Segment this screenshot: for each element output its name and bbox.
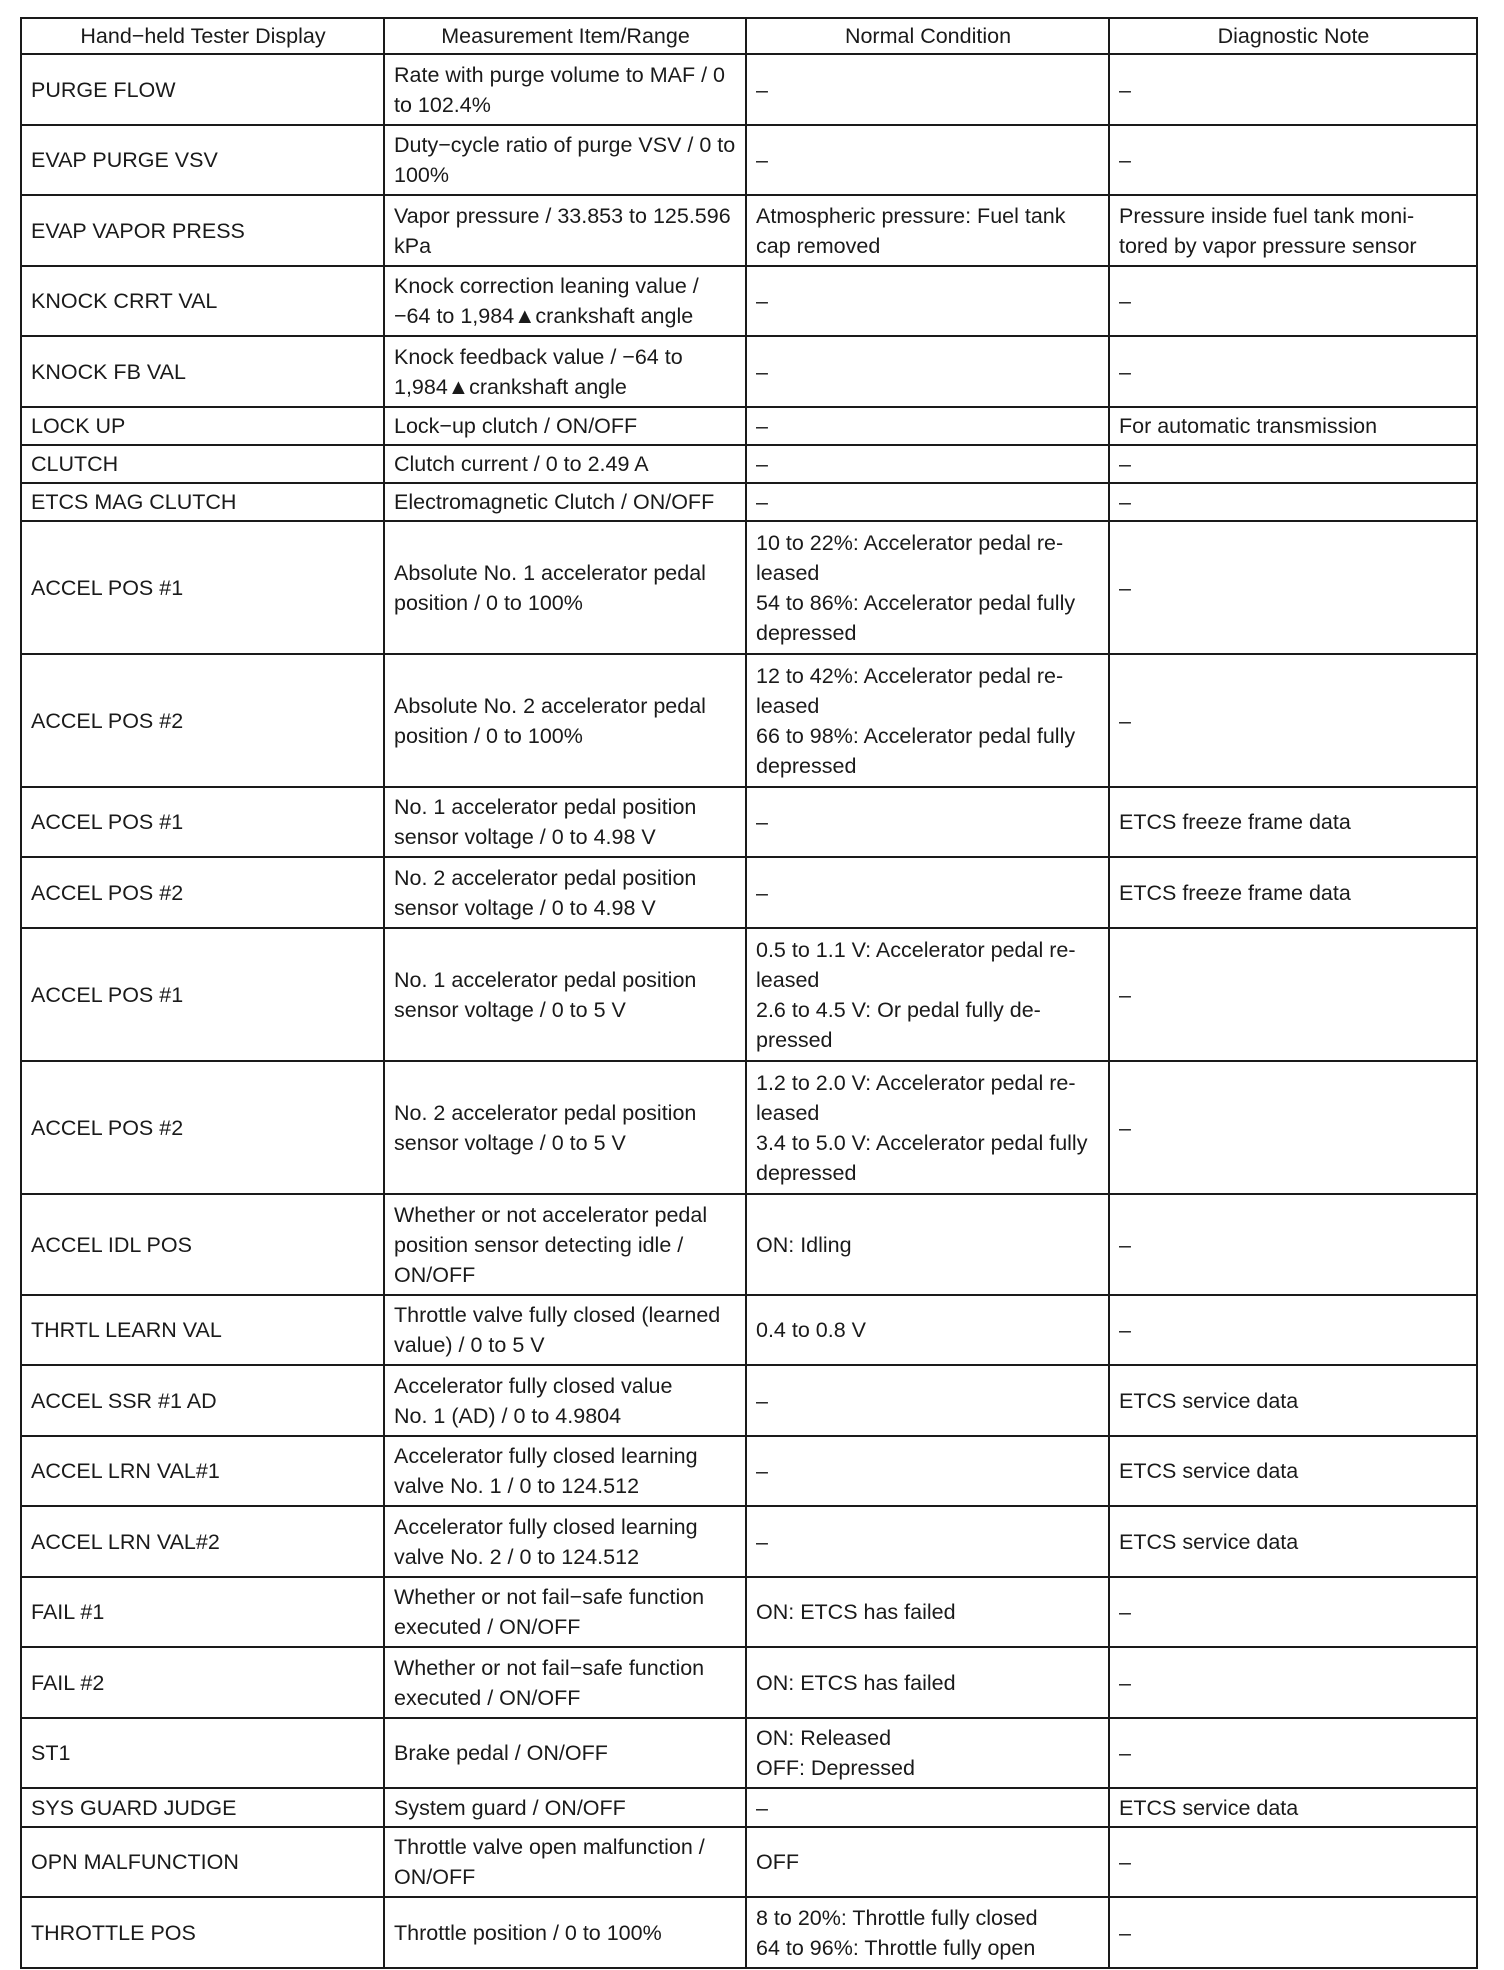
header-tester-display: Hand−held Tester Display bbox=[21, 18, 384, 54]
cell-tester-display: ETCS MAG CLUTCH bbox=[21, 483, 384, 521]
table-row bbox=[21, 1577, 1477, 1647]
cell-diagnostic-note: – bbox=[1109, 1295, 1477, 1365]
cell-tester-display: PURGE FLOW bbox=[21, 54, 384, 125]
cell-diagnostic-note: – bbox=[1109, 266, 1477, 336]
cell-diagnostic-note: – bbox=[1109, 336, 1477, 407]
cell-normal-condition: ON: ETCS has failed bbox=[746, 1647, 1109, 1718]
cell-normal-condition: 12 to 42%: Accelerator pedal re- leased 66 to 98%: Accelerator pedal fully depressed bbox=[746, 654, 1109, 787]
cell-tester-display: EVAP VAPOR PRESS bbox=[21, 195, 384, 266]
cell-tester-display: OPN MALFUNCTION bbox=[21, 1827, 384, 1897]
table-row bbox=[21, 125, 1477, 195]
cell-tester-display: ACCEL POS #2 bbox=[21, 1061, 384, 1194]
cell-tester-display: ST1 bbox=[21, 1718, 384, 1788]
table-row bbox=[21, 1506, 1477, 1577]
cell-measurement-item: Throttle valve open malfunction / ON/OFF bbox=[384, 1827, 746, 1897]
cell-measurement-item: Brake pedal / ON/OFF bbox=[384, 1718, 746, 1788]
cell-diagnostic-note: ETCS service data bbox=[1109, 1788, 1477, 1827]
cell-diagnostic-note: – bbox=[1109, 445, 1477, 483]
table-row bbox=[21, 1718, 1477, 1788]
header-normal-condition: Normal Condition bbox=[746, 18, 1109, 54]
cell-diagnostic-note: Pressure inside fuel tank moni- tored by vapor pressure sensor bbox=[1109, 195, 1477, 266]
cell-normal-condition: – bbox=[746, 857, 1109, 928]
table-row bbox=[21, 1436, 1477, 1506]
cell-measurement-item: Knock feedback value / −64 to 1,984▲crankshaft angle bbox=[384, 336, 746, 407]
cell-normal-condition: – bbox=[746, 1788, 1109, 1827]
cell-measurement-item: Whether or not fail−safe function executed / ON/OFF bbox=[384, 1577, 746, 1647]
cell-tester-display: CLUTCH bbox=[21, 445, 384, 483]
cell-measurement-item: Absolute No. 1 accelerator pedal position / 0 to 100% bbox=[384, 521, 746, 654]
cell-normal-condition: 0.5 to 1.1 V: Accelerator pedal re- leased 2.6 to 4.5 V: Or pedal fully de- pressed bbox=[746, 928, 1109, 1061]
cell-diagnostic-note: – bbox=[1109, 125, 1477, 195]
cell-diagnostic-note: ETCS service data bbox=[1109, 1506, 1477, 1577]
cell-normal-condition: – bbox=[746, 445, 1109, 483]
cell-measurement-item: Rate with purge volume to MAF / 0 to 102.4% bbox=[384, 54, 746, 125]
cell-diagnostic-note: – bbox=[1109, 1647, 1477, 1718]
cell-measurement-item: Electromagnetic Clutch / ON/OFF bbox=[384, 483, 746, 521]
cell-diagnostic-note: – bbox=[1109, 483, 1477, 521]
table-row bbox=[21, 654, 1477, 787]
cell-tester-display: KNOCK CRRT VAL bbox=[21, 266, 384, 336]
cell-normal-condition: – bbox=[746, 125, 1109, 195]
table-row bbox=[21, 1061, 1477, 1194]
table-row bbox=[21, 928, 1477, 1061]
cell-normal-condition: – bbox=[746, 266, 1109, 336]
cell-tester-display: ACCEL IDL POS bbox=[21, 1194, 384, 1295]
cell-normal-condition: 0.4 to 0.8 V bbox=[746, 1295, 1109, 1365]
cell-normal-condition: 10 to 22%: Accelerator pedal re- leased 54 to 86%: Accelerator pedal fully depressed bbox=[746, 521, 1109, 654]
table-row bbox=[21, 1647, 1477, 1718]
header-row bbox=[21, 18, 1477, 54]
cell-diagnostic-note: – bbox=[1109, 654, 1477, 787]
cell-measurement-item: Accelerator fully closed learning valve No. 2 / 0 to 124.512 bbox=[384, 1506, 746, 1577]
cell-measurement-item: No. 2 accelerator pedal position sensor voltage / 0 to 5 V bbox=[384, 1061, 746, 1194]
cell-diagnostic-note: – bbox=[1109, 1897, 1477, 1968]
data-list-table bbox=[20, 17, 1478, 1969]
table-row bbox=[21, 266, 1477, 336]
cell-normal-condition: ON: ETCS has failed bbox=[746, 1577, 1109, 1647]
cell-measurement-item: Duty−cycle ratio of purge VSV / 0 to 100% bbox=[384, 125, 746, 195]
table-row bbox=[21, 1295, 1477, 1365]
cell-tester-display: SYS GUARD JUDGE bbox=[21, 1788, 384, 1827]
cell-tester-display: ACCEL POS #1 bbox=[21, 787, 384, 857]
cell-diagnostic-note: – bbox=[1109, 1827, 1477, 1897]
cell-measurement-item: System guard / ON/OFF bbox=[384, 1788, 746, 1827]
table-row bbox=[21, 1194, 1477, 1295]
cell-measurement-item: Throttle valve fully closed (learned value) / 0 to 5 V bbox=[384, 1295, 746, 1365]
cell-diagnostic-note: – bbox=[1109, 1194, 1477, 1295]
table-row bbox=[21, 483, 1477, 521]
cell-diagnostic-note: – bbox=[1109, 54, 1477, 125]
cell-diagnostic-note: ETCS service data bbox=[1109, 1365, 1477, 1436]
cell-measurement-item: No. 2 accelerator pedal position sensor voltage / 0 to 4.98 V bbox=[384, 857, 746, 928]
cell-tester-display: KNOCK FB VAL bbox=[21, 336, 384, 407]
cell-normal-condition: OFF bbox=[746, 1827, 1109, 1897]
cell-diagnostic-note: – bbox=[1109, 928, 1477, 1061]
cell-measurement-item: Lock−up clutch / ON/OFF bbox=[384, 407, 746, 445]
table-body bbox=[21, 54, 1477, 1968]
cell-measurement-item: Throttle position / 0 to 100% bbox=[384, 1897, 746, 1968]
cell-normal-condition: – bbox=[746, 1365, 1109, 1436]
cell-diagnostic-note: – bbox=[1109, 1577, 1477, 1647]
cell-normal-condition: – bbox=[746, 1436, 1109, 1506]
cell-normal-condition: – bbox=[746, 787, 1109, 857]
table-row bbox=[21, 1365, 1477, 1436]
cell-measurement-item: No. 1 accelerator pedal position sensor voltage / 0 to 4.98 V bbox=[384, 787, 746, 857]
cell-normal-condition: ON: Released OFF: Depressed bbox=[746, 1718, 1109, 1788]
cell-normal-condition: – bbox=[746, 1506, 1109, 1577]
cell-tester-display: ACCEL LRN VAL#1 bbox=[21, 1436, 384, 1506]
cell-measurement-item: Vapor pressure / 33.853 to 125.596 kPa bbox=[384, 195, 746, 266]
table-row bbox=[21, 336, 1477, 407]
cell-normal-condition: 8 to 20%: Throttle fully closed 64 to 96%: Throttle fully open bbox=[746, 1897, 1109, 1968]
cell-tester-display: ACCEL POS #2 bbox=[21, 857, 384, 928]
cell-normal-condition: Atmospheric pressure: Fuel tank cap removed bbox=[746, 195, 1109, 266]
table-row bbox=[21, 857, 1477, 928]
header-diagnostic-note: Diagnostic Note bbox=[1109, 18, 1477, 54]
cell-normal-condition: – bbox=[746, 407, 1109, 445]
cell-measurement-item: Whether or not fail−safe function executed / ON/OFF bbox=[384, 1647, 746, 1718]
cell-diagnostic-note: ETCS freeze frame data bbox=[1109, 787, 1477, 857]
cell-measurement-item: Accelerator fully closed learning valve No. 1 / 0 to 124.512 bbox=[384, 1436, 746, 1506]
cell-measurement-item: Accelerator fully closed value No. 1 (AD) / 0 to 4.9804 bbox=[384, 1365, 746, 1436]
cell-tester-display: FAIL #2 bbox=[21, 1647, 384, 1718]
table-row bbox=[21, 407, 1477, 445]
cell-diagnostic-note: – bbox=[1109, 521, 1477, 654]
cell-measurement-item: Whether or not accelerator pedal position sensor detecting idle / ON/OFF bbox=[384, 1194, 746, 1295]
cell-tester-display: EVAP PURGE VSV bbox=[21, 125, 384, 195]
cell-tester-display: ACCEL LRN VAL#2 bbox=[21, 1506, 384, 1577]
cell-tester-display: THROTTLE POS bbox=[21, 1897, 384, 1968]
table-row bbox=[21, 445, 1477, 483]
table-row bbox=[21, 1788, 1477, 1827]
cell-tester-display: ACCEL POS #1 bbox=[21, 521, 384, 654]
cell-measurement-item: No. 1 accelerator pedal position sensor voltage / 0 to 5 V bbox=[384, 928, 746, 1061]
cell-normal-condition: 1.2 to 2.0 V: Accelerator pedal re- leased 3.4 to 5.0 V: Accelerator pedal fully depressed bbox=[746, 1061, 1109, 1194]
cell-measurement-item: Knock correction leaning value / −64 to 1,984▲crankshaft angle bbox=[384, 266, 746, 336]
table-row bbox=[21, 1897, 1477, 1968]
cell-normal-condition: – bbox=[746, 483, 1109, 521]
cell-diagnostic-note: ETCS freeze frame data bbox=[1109, 857, 1477, 928]
cell-measurement-item: Absolute No. 2 accelerator pedal position / 0 to 100% bbox=[384, 654, 746, 787]
cell-tester-display: THRTL LEARN VAL bbox=[21, 1295, 384, 1365]
table-row bbox=[21, 521, 1477, 654]
cell-normal-condition: – bbox=[746, 336, 1109, 407]
cell-tester-display: ACCEL POS #2 bbox=[21, 654, 384, 787]
cell-normal-condition: ON: Idling bbox=[746, 1194, 1109, 1295]
table-row bbox=[21, 787, 1477, 857]
header-measurement-item: Measurement Item/Range bbox=[384, 18, 746, 54]
table-row bbox=[21, 1827, 1477, 1897]
cell-tester-display: FAIL #1 bbox=[21, 1577, 384, 1647]
table-row bbox=[21, 195, 1477, 266]
cell-tester-display: ACCEL SSR #1 AD bbox=[21, 1365, 384, 1436]
cell-measurement-item: Clutch current / 0 to 2.49 A bbox=[384, 445, 746, 483]
cell-normal-condition: – bbox=[746, 54, 1109, 125]
cell-tester-display: LOCK UP bbox=[21, 407, 384, 445]
cell-tester-display: ACCEL POS #1 bbox=[21, 928, 384, 1061]
cell-diagnostic-note: For automatic transmission bbox=[1109, 407, 1477, 445]
cell-diagnostic-note: – bbox=[1109, 1718, 1477, 1788]
cell-diagnostic-note: – bbox=[1109, 1061, 1477, 1194]
cell-diagnostic-note: ETCS service data bbox=[1109, 1436, 1477, 1506]
table-row bbox=[21, 54, 1477, 125]
